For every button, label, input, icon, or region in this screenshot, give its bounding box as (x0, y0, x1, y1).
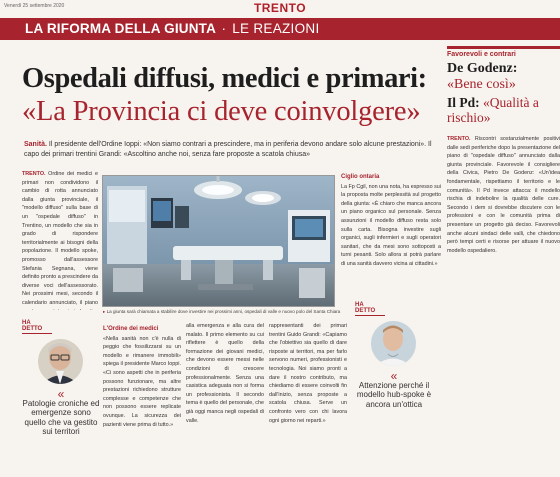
col4-text: rappresentanti dei primari trentini Guido Grandi: «Capiamo che l'obiettivo sia quello di dare risposte ai territori, ma per farlo servono numeri, professionisti e tecnologia. Noi siamo pronti a dare il nostro contributo, ma chiediamo di essere coinvolti fin dall'inizio, senza proposte a scatola chiusa. Serve un confronto vero con chi lavora ogni giorno nei reparti.» (269, 323, 347, 424)
article-column-3 (186, 322, 264, 477)
col3-text: alla emergenza e alla cura del malato. Il primo elemento su cui riflettere è quello della formazione dei giovani medici, che devono essere messi nelle condizioni di crescere professionalmente. Senza una casistica adeguata non si forma un professionista. Il secondo tema è quello del personale, che già oggi manca negli ospedali di valle. (186, 323, 264, 424)
quote-right-open: « (390, 369, 398, 383)
sidebar-label: Favorevoli e contrari (447, 46, 560, 58)
article-column-2 (103, 322, 181, 477)
quote-left-label: HA DETTO (22, 320, 52, 334)
quote-right-text (355, 369, 433, 409)
sidebar-title-1-name: De Godenz: (447, 61, 518, 76)
sidebar-title-2 (447, 95, 560, 125)
col5-heading: Ciglio ontaria (341, 174, 380, 180)
portrait-man-glasses-icon (38, 339, 83, 384)
caption-text: La giunta sarà chiamata a stabilire dove investire nei prossimi anni, ospedali di valle e nuovo polo del Santa Chiara (105, 309, 341, 314)
kicker-lead: Sanità. (24, 141, 47, 148)
col2-text: «Nella sanità non c'è nulla di peggio che fossilizzarsi su un modello e rimanere immobili» spiega il presidente Marco Ioppi. «Ci sono aspetti che in periferia possono funzionare, ma altre prestazioni richiedono strutture complesse e competenze che non possono essere replicate ovunque. La sicurezza dei pazienti viene prima di tutto.» (103, 335, 181, 428)
headline-line-1: Ospedali diffusi, medici e primari: (22, 63, 427, 94)
col2-heading: L'Ordine dei medici (103, 326, 159, 332)
article-column-5 (341, 170, 441, 310)
topic-title: LA RIFORMA DELLA GIUNTA (25, 21, 216, 36)
col1-text: Ordine dei medici e primari non condividono il cambio di rotta annunciato dalla giunta provinciale, il "modello diffuso" sulla base di un "ospedale diffuso" in Trentino, un modello che sia in grado di rispondere territorialmente ai bisogni della popolazione. Il modello spoke, promosso dall'assessore Stefania Segnana, viene definito pronto a prescindere da diverse voci dell'assessorato. Nei prossimi mesi, secondo il calendario annunciato, il piano (22, 171, 98, 306)
portrait-man-icon (371, 321, 416, 366)
topic-subtitle: LE REAZIONI (232, 21, 320, 36)
quote-right-body: Attenzione perché il modello hub-spoke è ancora un'ottica (356, 381, 432, 409)
issue-date: Venerdì 25 settembre 2020 (4, 3, 65, 9)
main-headline (22, 62, 442, 128)
sidebar-reactions (447, 46, 560, 477)
sidebar-title-1-quote: «Bene così» (447, 77, 516, 92)
sidebar-body (447, 135, 560, 440)
caption-arrow-icon: ▸ (103, 309, 106, 314)
quote-right-label: HA DETTO (355, 302, 385, 316)
sidebar-title-2-quote: «Qualità a rischio» (447, 95, 539, 125)
kicker-text: Il presidente dell'Ordine Ioppi: «Non siamo contrari a prescindere, ma in periferia devono andare solo alcune prestazioni». Il capo dei primari trentini Grandi: «Ascoltino anche noi, senza fare proposte a scatola chiusa» (24, 141, 432, 158)
quote-left-text (22, 387, 100, 436)
col1-lead: TRENTO. (22, 171, 46, 177)
sidebar-title-1 (447, 61, 560, 93)
topic-separator: · (221, 21, 227, 36)
col5-text: La Fp Cgil, non una nota, ha espresso sui la proposta molte perplessità sul progetto della giunta: «È chiaro che manca ancora un piano organico sul personale. Senza assunzioni il modello diffuso resta solo sulla carta. Bisogna investire sugli organici, sugli infermieri e sugli operatori sanitari, che da mesi sono sottoposti a turni pesanti. Solo allora si potrà parlare di una sanità davvero vicina ai cittadini.» (341, 183, 441, 267)
sidebar-body-text: Riscontri sostanzialmente positivi dalle sedi periferiche dopo la presentazione del piano di "ospedale diffuso" annunciato dalla giunta provinciale. Favorevole il consigliere della Civica, Pietro De Godenz: «Un'idea fondamentale, rispettiamo il territorio e le comunità». Il Pd invece attacca: il modello rischia di indebolire la qualità delle cure. Secondo i dem si dovrebbe discutere con le professioni e con le comunità prima di presentare un progetto già deciso. Favorevoli anche alcuni sindaci delle valli, che chiedono però tempi certi e risorse per attuare il nuovo modello ospedaliero. (447, 136, 560, 254)
quote-left-body: Patologie croniche ed emergenze sono quello che va gestito sui territori (22, 399, 100, 436)
portrait-ioppi (371, 321, 416, 366)
page-header (0, 0, 560, 13)
topic-band (0, 18, 560, 40)
hospital-room-photo (102, 175, 335, 307)
headline-line-2: «La Provincia ci deve coinvolgere» (22, 96, 421, 127)
article-column-1 (22, 170, 98, 310)
article-column-4 (269, 322, 347, 477)
portrait-grandi (38, 339, 83, 384)
quote-left-open: « (57, 387, 65, 401)
sidebar-title-2-name: Il Pd: (447, 95, 480, 110)
quote-box-left (22, 320, 100, 436)
operating-room-illustration (103, 176, 335, 307)
section-title: TRENTO (253, 1, 307, 15)
sidebar-body-lead: TRENTO. (447, 136, 471, 142)
quote-box-right (355, 302, 433, 409)
article-subtitle (24, 140, 444, 159)
